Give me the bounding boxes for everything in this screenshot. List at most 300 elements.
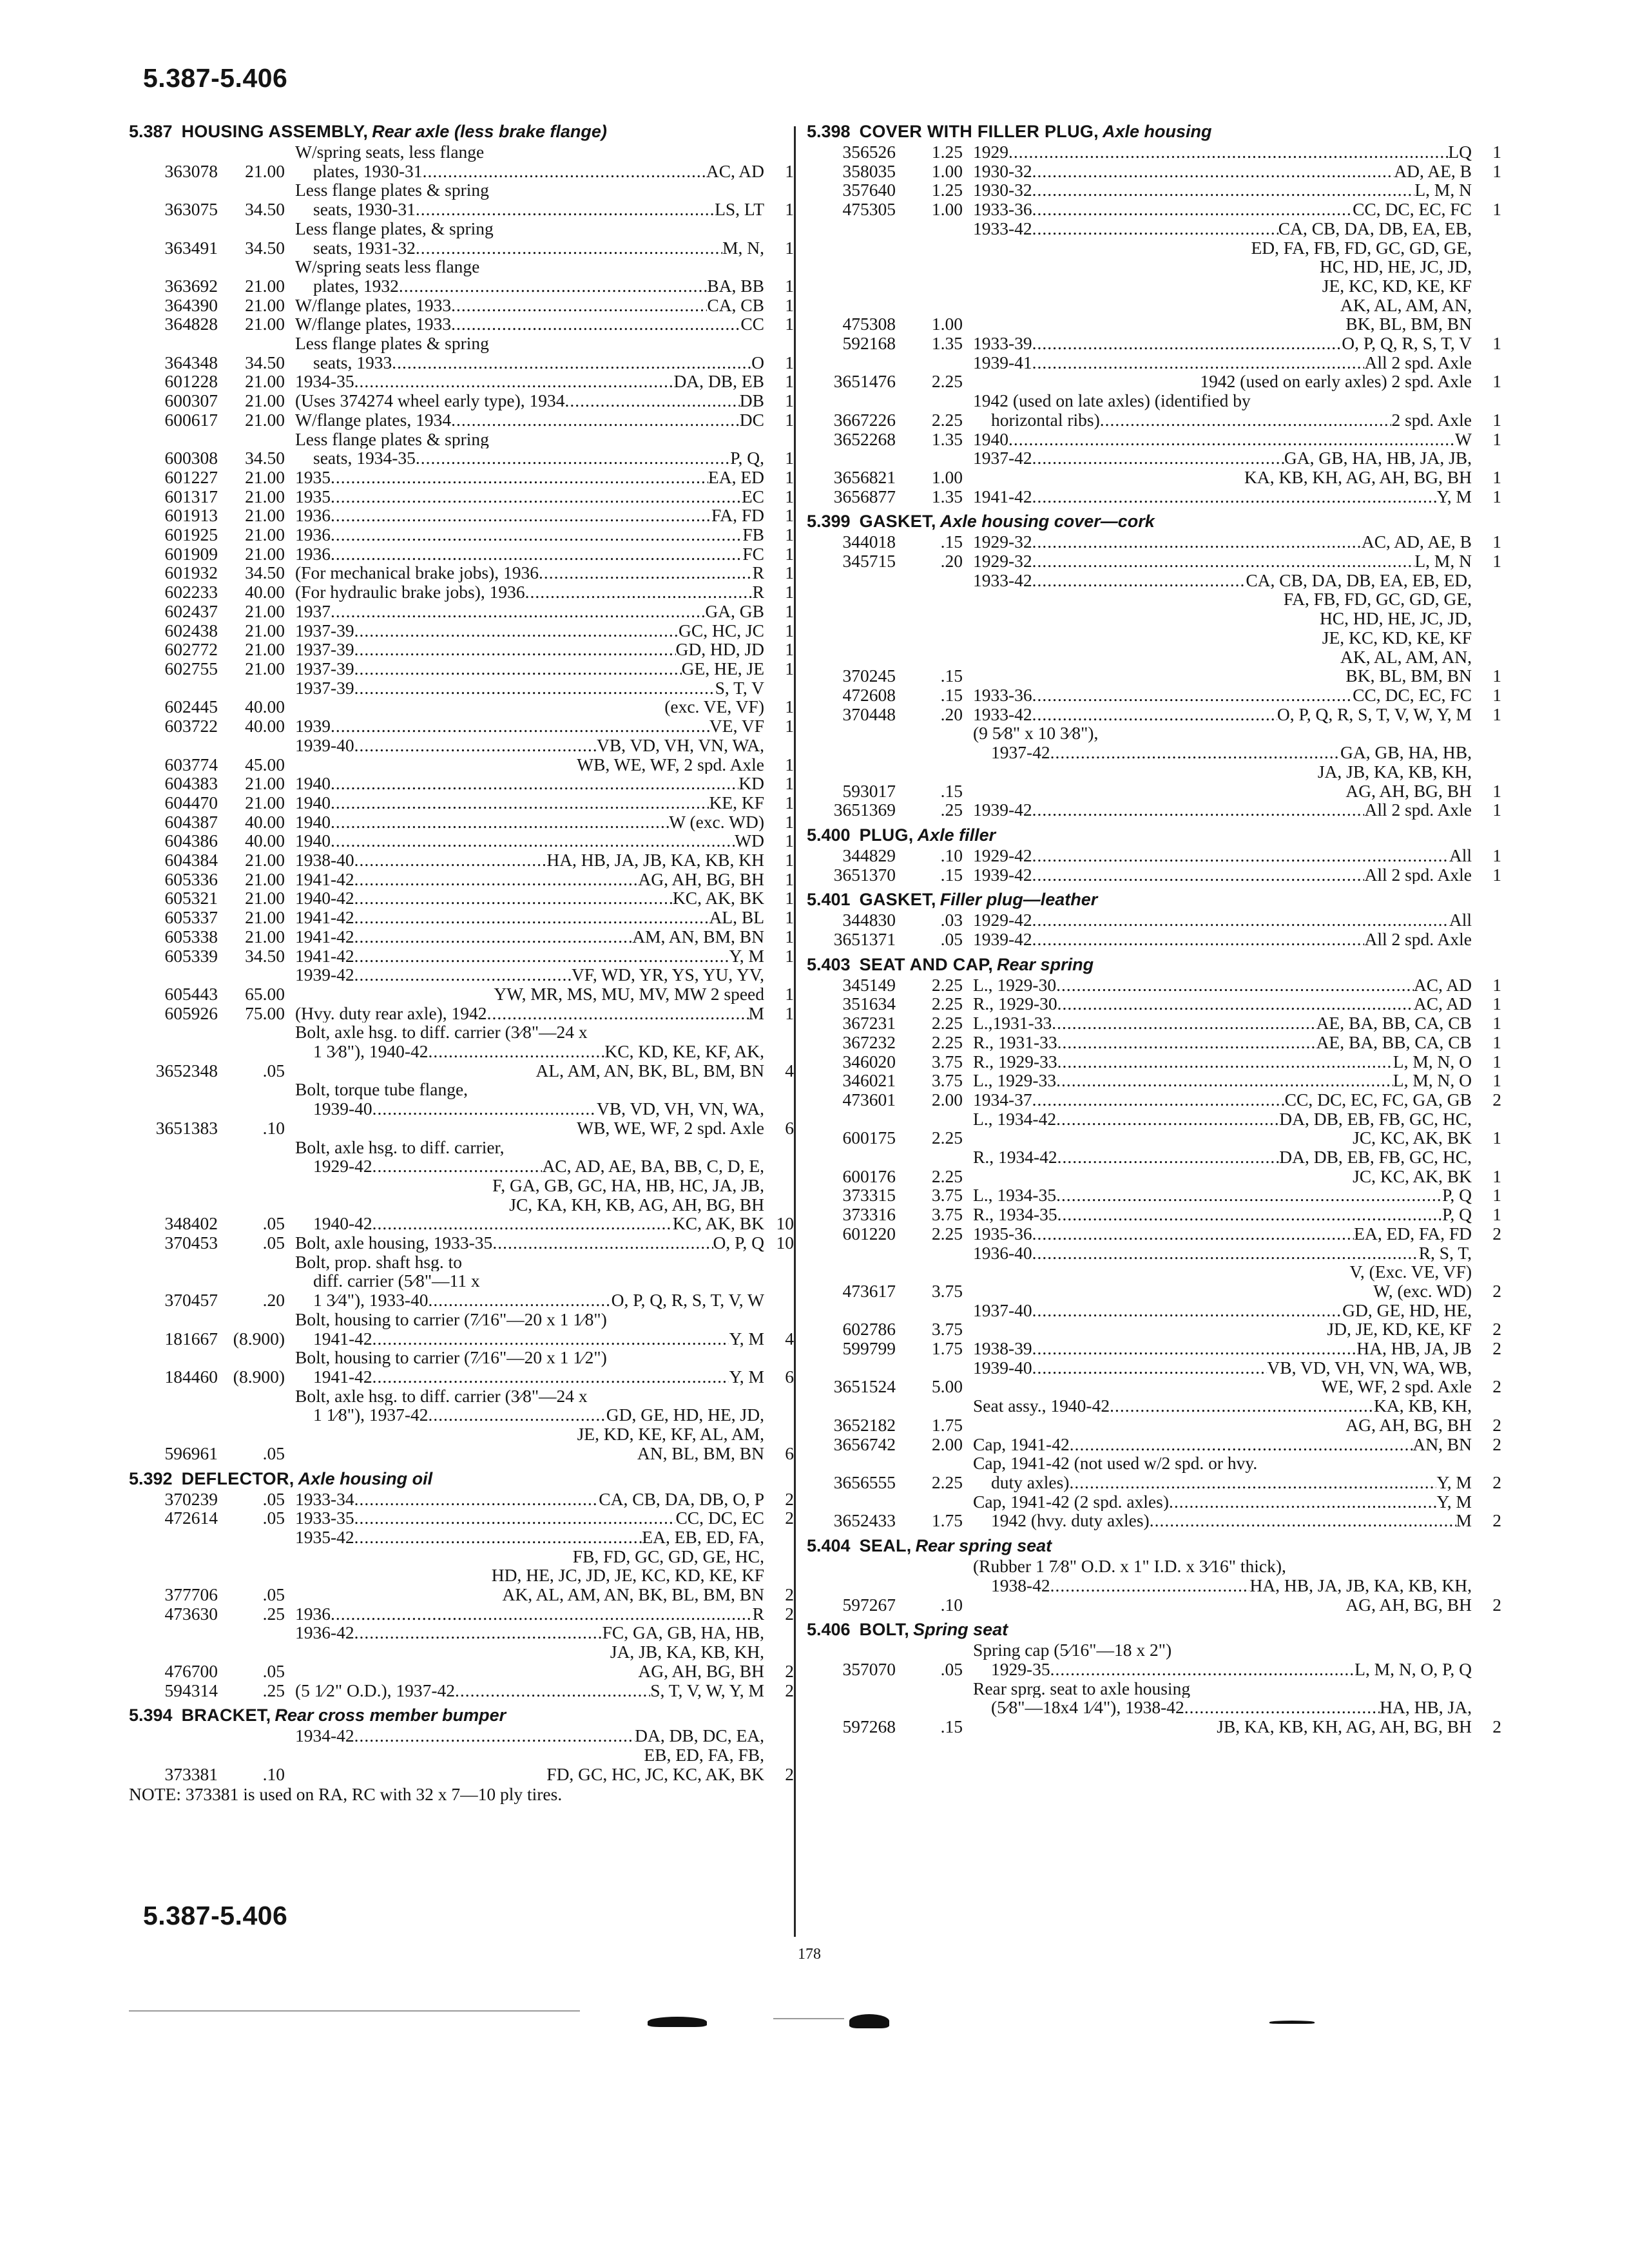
description-text: 1940: [295, 793, 331, 812]
description-line: [973, 1033, 1472, 1052]
description-text: 1940: [973, 429, 1008, 449]
description-text: 1935-42: [295, 1527, 354, 1547]
part-price: 2.25: [931, 371, 963, 392]
part-price: 34.50: [245, 448, 285, 468]
part-number: 473630: [164, 1603, 218, 1624]
leader-dots: [487, 1004, 749, 1023]
part-row: [129, 1726, 794, 1783]
part-description: [973, 162, 1472, 181]
leader-dots: [416, 448, 730, 468]
part-number: 605926: [164, 1003, 218, 1023]
model-codes: WB, WE, WF, 2 spd. Axle: [577, 754, 764, 774]
section-description: Axle housing oil: [298, 1468, 433, 1488]
part-description: [295, 219, 764, 257]
part-number: 344829: [842, 845, 896, 865]
section-name: DEFLECTOR,: [181, 1468, 294, 1488]
part-number: 593017: [842, 780, 896, 801]
part-description: [295, 296, 764, 315]
description-text: 1937: [295, 601, 331, 621]
part-row: [807, 487, 1501, 506]
description-line: [295, 1726, 764, 1745]
right-column: [807, 116, 1501, 1736]
part-description: [973, 1205, 1472, 1224]
leader-dots: [1032, 334, 1342, 353]
part-row: [807, 1014, 1501, 1033]
section-name: PLUG,: [859, 825, 914, 845]
part-quantity: 2: [1492, 1414, 1501, 1435]
model-codes: FA, FB, FD, GC, GD, GE,: [1283, 589, 1472, 610]
part-quantity: 2: [1492, 1223, 1501, 1244]
part-quantity: 2: [785, 1763, 794, 1784]
description-text: 1939-40: [295, 735, 354, 755]
description-line: [295, 487, 764, 506]
part-price: 21.00: [245, 505, 285, 526]
description-line: [295, 640, 764, 659]
description-line: [295, 1547, 764, 1566]
description-line: [295, 1119, 764, 1138]
model-codes: JA, JB, KA, KB, KH,: [610, 1642, 764, 1662]
description-line: [973, 1416, 1472, 1435]
part-quantity: 2: [1492, 1510, 1501, 1531]
part-description: [295, 1233, 764, 1253]
model-codes: HA, HB, JA, JB, KA, KB, KH,: [1249, 1575, 1472, 1595]
description-text: Less flange plates & spring: [295, 334, 489, 353]
part-quantity: 1: [785, 466, 794, 487]
description-line: [295, 1176, 764, 1195]
part-price: .15: [940, 780, 963, 801]
part-price: 21.00: [245, 888, 285, 908]
description-text: 1942 (hvy. duty axles): [991, 1511, 1150, 1531]
model-codes: AG, AH, BG, BH: [1345, 1414, 1472, 1435]
part-description: [295, 678, 764, 716]
description-line: [295, 889, 764, 908]
leader-dots: [565, 391, 740, 410]
part-quantity: 1: [1492, 974, 1501, 995]
description-line: [973, 334, 1472, 353]
model-codes: R: [752, 582, 764, 602]
part-price: 2.25: [931, 1013, 963, 1033]
description-line: [973, 552, 1472, 571]
description-text: 1933-42: [973, 218, 1032, 238]
description-line: [295, 1508, 764, 1528]
part-number: 605339: [164, 945, 218, 966]
description-text: 1938-40: [295, 850, 354, 870]
part-price: 1.00: [931, 314, 963, 334]
part-description: [973, 1148, 1472, 1186]
part-description: [295, 372, 764, 391]
model-codes: AK, AL, AM, AN, BK, BL, BM, BN: [502, 1584, 764, 1604]
description-text: seats, 1930-31: [313, 200, 416, 219]
model-codes: JC, KC, AK, BK: [1353, 1166, 1472, 1186]
description-text: Cap, 1941-42 (not used w/2 spd. or hvy.: [973, 1454, 1258, 1473]
leader-dots: [354, 659, 682, 678]
description-line: [973, 930, 1472, 949]
description-text: W/spring seats less flange: [295, 257, 480, 276]
model-codes: VE, VF: [709, 716, 764, 736]
description-line: [973, 296, 1472, 315]
part-description: [973, 487, 1472, 506]
part-quantity: 1: [785, 199, 794, 220]
part-row: [129, 812, 794, 832]
description-text: 1939-42: [973, 930, 1032, 949]
part-description: [295, 927, 764, 947]
model-codes: JA, JB, KA, KB, KH,: [1317, 761, 1472, 782]
part-row: [129, 257, 794, 295]
part-quantity: 4: [785, 1328, 794, 1349]
part-price: .25: [262, 1603, 285, 1624]
part-row: [129, 965, 794, 1003]
part-quantity: 1: [1492, 864, 1501, 885]
description-line: [973, 1358, 1472, 1378]
description-line: [295, 1310, 764, 1329]
model-codes: O, P, Q, R, S, T, V: [1342, 334, 1472, 353]
part-price: 40.00: [245, 582, 285, 602]
section-number: 5.387: [129, 122, 173, 141]
part-price: 2.25: [931, 409, 963, 430]
section-heading: [807, 955, 1501, 974]
leader-dots: [354, 736, 597, 755]
leader-dots: [1110, 1396, 1374, 1416]
model-codes: GA, GB, HA, HB,: [1340, 742, 1472, 763]
part-quantity: 1: [785, 409, 794, 430]
description-line: [295, 1585, 764, 1604]
leader-dots: [1069, 1473, 1436, 1492]
part-description: [295, 142, 764, 180]
part-price: 21.00: [245, 486, 285, 506]
description-line: [973, 532, 1472, 552]
part-row: [807, 1110, 1501, 1148]
leader-dots: [372, 1329, 729, 1349]
leader-dots: [1057, 1205, 1443, 1224]
description-text: 1940: [295, 774, 331, 793]
part-quantity: 1: [1492, 1013, 1501, 1033]
description-line: [295, 1405, 764, 1425]
part-description: [973, 1454, 1472, 1492]
description-line: [295, 468, 764, 487]
description-line: [295, 1042, 764, 1061]
description-text: 1933-36: [973, 685, 1032, 705]
leader-dots: [429, 1291, 612, 1310]
model-codes: P, Q: [1442, 1186, 1472, 1206]
part-quantity: 1: [1492, 160, 1501, 181]
part-description: [973, 686, 1472, 705]
part-number: 605338: [164, 926, 218, 947]
model-codes: AK, AL, AM, AN,: [1340, 646, 1472, 667]
description-text: 1933-39: [973, 334, 1032, 353]
leader-dots: [1056, 1110, 1279, 1129]
model-codes: AC, AD, AE, BA, BB, C, D, E,: [542, 1156, 764, 1177]
part-quantity: 1: [1492, 199, 1501, 220]
section-description: Axle housing: [1102, 122, 1212, 141]
part-quantity: 1: [785, 697, 794, 717]
description-text: 1939-41: [973, 352, 1032, 372]
part-price: 2.25: [931, 1223, 963, 1244]
part-description: [973, 1071, 1472, 1090]
leader-dots: [429, 1042, 605, 1061]
part-quantity: 2: [1492, 1319, 1501, 1340]
leader-dots: [1057, 1148, 1280, 1167]
description-line: [295, 1444, 764, 1463]
part-description: [973, 180, 1472, 200]
description-text: Cap, 1941-42 (2 spd. axles): [973, 1492, 1169, 1512]
part-price: .10: [262, 1763, 285, 1784]
part-price: .15: [940, 684, 963, 705]
description-text: L., 1929-33: [973, 1071, 1057, 1090]
leader-dots: [331, 468, 708, 487]
description-line: [973, 276, 1472, 296]
part-quantity: 1: [1492, 780, 1501, 801]
leader-dots: [354, 372, 674, 391]
section-number: 5.403: [807, 954, 851, 974]
part-number: 600308: [164, 448, 218, 468]
part-quantity: 1: [785, 160, 794, 181]
part-number: 344830: [842, 910, 896, 930]
part-price: 34.50: [245, 562, 285, 583]
description-line: [973, 686, 1472, 705]
description-text: 1936: [295, 506, 331, 526]
description-text: L., 1934-42: [973, 1109, 1057, 1129]
part-quantity: 1: [785, 371, 794, 392]
description-line: [295, 314, 764, 334]
description-text: W/flange plates, 1934: [295, 410, 452, 430]
model-codes: CC, DC, EC: [675, 1508, 764, 1528]
part-number: 3656555: [833, 1472, 896, 1492]
section-heading: [807, 122, 1501, 141]
part-description: [295, 659, 764, 678]
part-description: [295, 602, 764, 621]
part-row: [129, 468, 794, 487]
model-codes: GD, HD, JD: [675, 640, 764, 659]
section-description: Rear spring seat: [915, 1536, 1052, 1556]
description-text: L., 1929-30: [973, 975, 1057, 995]
description-text: 1937-39: [295, 678, 354, 698]
part-description: [973, 334, 1472, 353]
part-quantity: 1: [785, 869, 794, 889]
description-line: [295, 1681, 764, 1700]
section-name: HOUSING ASSEMBLY,: [181, 122, 369, 141]
description-line: [973, 1396, 1472, 1416]
section-heading: [129, 1706, 794, 1725]
part-row: [807, 975, 1501, 995]
model-codes: AG, AH, BG, BH: [1345, 1594, 1472, 1615]
part-quantity: 1: [1492, 666, 1501, 686]
description-text: 1940-42: [313, 1214, 372, 1234]
part-row: [129, 1490, 794, 1509]
description-line: [973, 1014, 1472, 1033]
part-price: 1.35: [931, 428, 963, 449]
description-line: [973, 609, 1472, 628]
part-quantity: 2: [1492, 1280, 1501, 1301]
description-text: 1940: [295, 831, 331, 851]
part-number: 363692: [164, 275, 218, 296]
part-row: [807, 865, 1501, 885]
section-name: SEAL,: [859, 1536, 912, 1556]
model-codes: AG, AH, BG, BH: [638, 869, 764, 889]
part-price: 21.00: [245, 869, 285, 889]
part-description: [295, 410, 764, 430]
description-line: [973, 1557, 1472, 1576]
description-text: 1936: [295, 1604, 331, 1624]
leader-dots: [354, 870, 639, 889]
description-line: [973, 257, 1472, 276]
model-codes: F, GA, GB, GC, HA, HB, HC, JA, JB,: [492, 1175, 764, 1195]
description-text: Rear sprg. seat to axle housing: [973, 1678, 1191, 1698]
part-row: [807, 1244, 1501, 1301]
description-line: [295, 697, 764, 716]
model-codes: JE, KC, KD, KE, KF: [1322, 275, 1472, 296]
part-quantity: 1: [1492, 486, 1501, 506]
description-text: 1929-32: [973, 552, 1032, 571]
description-line: [295, 1765, 764, 1784]
part-row: [129, 908, 794, 927]
part-price: 2.25: [931, 1128, 963, 1148]
description-line: [973, 782, 1472, 801]
footnote: [129, 1785, 794, 1804]
description-line: [295, 1291, 764, 1310]
model-codes: CC, DC, EC, FC: [1353, 200, 1472, 219]
leader-dots: [354, 640, 676, 659]
part-price: 21.00: [245, 792, 285, 812]
part-number: 602438: [164, 620, 218, 640]
description-text: R., 1931-33: [973, 1032, 1057, 1052]
part-price: .05: [262, 1508, 285, 1528]
leader-dots: [1184, 1698, 1380, 1717]
description-line: [295, 1023, 764, 1042]
description-text: 1941-42: [295, 927, 354, 947]
part-description: [973, 930, 1472, 949]
model-codes: DC: [739, 410, 764, 430]
description-line: [295, 563, 764, 582]
part-description: [973, 1244, 1472, 1301]
part-quantity: 1: [1492, 333, 1501, 354]
description-text: 1 1⁄8"), 1937-42: [313, 1405, 429, 1425]
part-row: [129, 372, 794, 391]
description-text: 1929-42: [973, 845, 1032, 865]
description-text: 1941-42: [295, 908, 354, 927]
description-line: [295, 1271, 764, 1291]
description-line: [973, 571, 1472, 590]
part-row: [129, 334, 794, 372]
part-description: [973, 800, 1472, 820]
model-codes: All: [1449, 845, 1472, 865]
description-text: plates, 1932: [313, 276, 399, 296]
description-text: 1929-35: [991, 1659, 1050, 1679]
part-description: [973, 1110, 1472, 1148]
model-codes: HC, HD, HE, JC, JD,: [1319, 256, 1472, 277]
model-codes: CA, CB: [707, 295, 764, 315]
part-number: 3652268: [833, 428, 896, 449]
part-description: [973, 1679, 1472, 1736]
part-price: 21.00: [245, 601, 285, 621]
part-quantity: 1: [785, 754, 794, 774]
part-quantity: 1: [1492, 845, 1501, 865]
model-codes: (exc. VE, VF): [664, 697, 764, 717]
description-line: [295, 142, 764, 162]
description-line: [295, 736, 764, 755]
model-codes: R: [752, 563, 764, 583]
footnote-text: NOTE: 373381 is used on RA, RC with 32 x 7—10 ply tires.: [129, 1785, 563, 1805]
description-text: W/flange plates, 1933: [295, 295, 452, 315]
model-codes: All 2 spd. Axle: [1364, 865, 1472, 885]
description-line: [295, 1004, 764, 1023]
part-price: .15: [940, 864, 963, 885]
leader-dots: [354, 1508, 676, 1528]
model-codes: AL, BL: [709, 908, 764, 927]
part-description: [295, 468, 764, 487]
part-number: 3656877: [833, 486, 896, 506]
model-codes: EA, ED: [708, 467, 764, 487]
description-line: [973, 628, 1472, 648]
part-description: [295, 1604, 764, 1624]
description-line: [295, 391, 764, 410]
description-text: Bolt, axle hsg. to diff. carrier (3⁄8"—24 x: [295, 1023, 588, 1043]
part-price: 21.00: [245, 926, 285, 947]
section-heading: [807, 890, 1501, 909]
description-line: [973, 1454, 1472, 1473]
description-line: [295, 1745, 764, 1765]
description-text: 1935: [295, 486, 331, 506]
description-text: (Rubber 1 7⁄8" O.D. x 1" I.D. x 3⁄16" thick),: [973, 1557, 1286, 1576]
part-description: [295, 774, 764, 793]
part-number: 364828: [164, 314, 218, 334]
part-row: [129, 1310, 794, 1348]
model-codes: BK, BL, BM, BN: [1345, 666, 1472, 686]
model-codes: O, P, Q: [713, 1233, 764, 1253]
part-quantity: 1: [785, 294, 794, 315]
part-row: [807, 200, 1501, 219]
part-description: [973, 142, 1472, 162]
part-description: [295, 525, 764, 544]
part-price: 2.25: [931, 1032, 963, 1052]
leader-dots: [1057, 1033, 1316, 1052]
section-heading: [807, 1536, 1501, 1555]
part-number: 363075: [164, 199, 218, 220]
section-number: 5.401: [807, 890, 851, 910]
description-line: [295, 525, 764, 544]
part-row: [807, 1454, 1501, 1492]
part-description: [295, 889, 764, 908]
model-codes: R: [752, 1604, 764, 1624]
description-line: [295, 448, 764, 468]
model-codes: AK, AL, AM, AN,: [1340, 294, 1472, 315]
leader-dots: [354, 850, 547, 870]
part-price: .05: [262, 1213, 285, 1234]
part-number: 373316: [842, 1204, 896, 1225]
leader-dots: [451, 296, 707, 315]
part-description: [973, 1301, 1472, 1339]
section-description: Rear axle (less brake flange): [372, 122, 607, 141]
part-description: [973, 1186, 1472, 1205]
part-description: [295, 1726, 764, 1783]
part-description: [973, 353, 1472, 391]
description-text: Spring cap (5⁄16"—18 x 2"): [973, 1640, 1172, 1660]
part-row: [807, 1301, 1501, 1339]
part-quantity: 1: [785, 543, 794, 564]
leader-dots: [455, 1681, 650, 1700]
part-price: 21.00: [245, 658, 285, 678]
part-price: 34.50: [245, 352, 285, 372]
leader-dots: [331, 602, 705, 621]
description-line: [295, 372, 764, 391]
part-quantity: 1: [785, 582, 794, 602]
description-line: [973, 410, 1472, 430]
leader-dots: [451, 410, 740, 430]
part-price: 1.35: [931, 333, 963, 354]
part-row: [129, 621, 794, 640]
part-price: 21.00: [245, 160, 285, 181]
description-line: [973, 743, 1472, 762]
part-number: 473601: [842, 1089, 896, 1110]
